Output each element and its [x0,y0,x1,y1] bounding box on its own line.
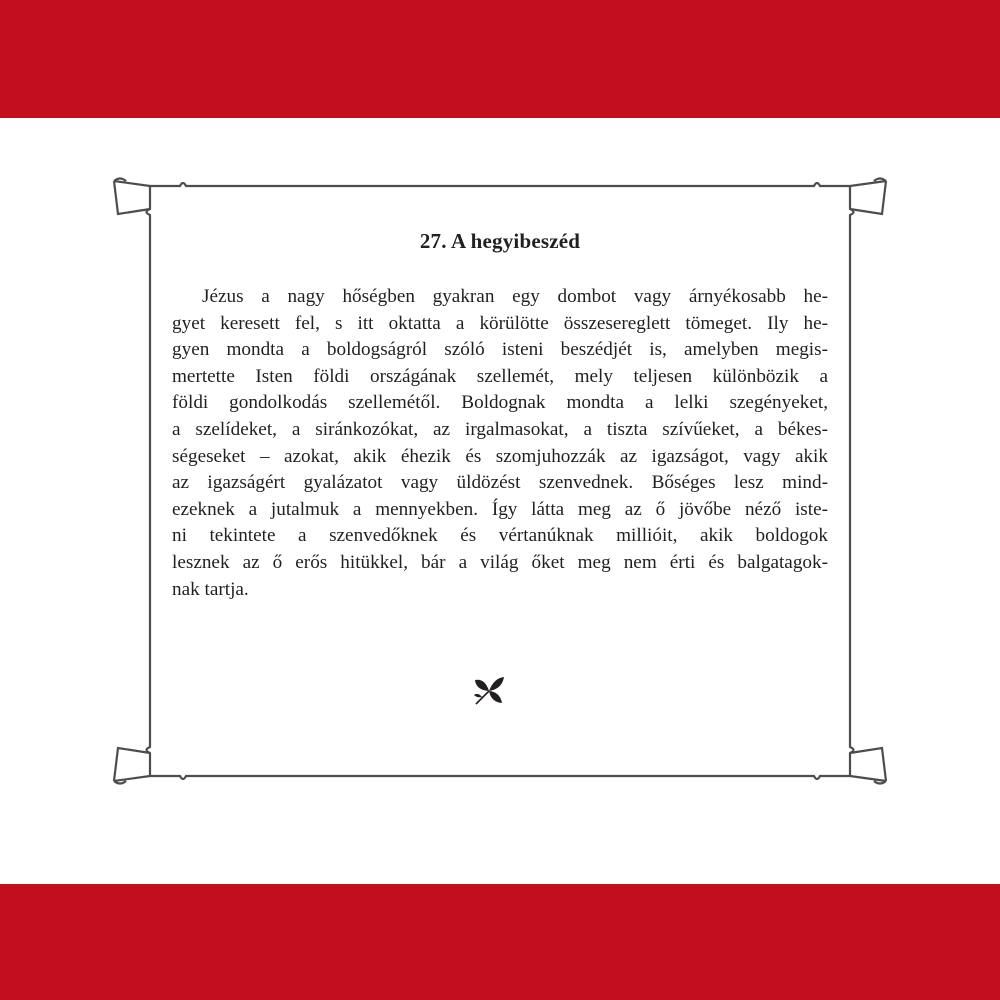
article-line: Jézus a nagy hőségben gyakran egy dombot vagy árnyékosabb he- [202,286,828,307]
leaf-sprig-icon [472,674,506,708]
article-line: nak tartja. [172,578,249,600]
frame-corner-tr [850,179,886,215]
article-line: földi gondolkodás szellemétől. Boldognak mondta a lelki szegényeket, [172,392,828,414]
frame-corner-br [850,748,886,784]
article-line: lesznek az ő erős hitükkel, bár a világ őket meg nem érti és balgatagok- [172,551,828,573]
frame-corner-tl [114,179,150,215]
article-line: a szelídeket, a siránkozókat, az irgalmasokat, a tiszta szívűeket, a békes- [172,418,828,440]
article-line: ségeseket – azokat, akik éhezik és szomjuhozzák az igazságot, vagy akik [172,445,828,467]
article-title: 27. A hegyibeszéd [419,229,581,253]
article-line: gyet keresett fel, s itt oktatta a körülötte összesereglett tömeget. Ily he- [172,312,828,334]
article-line: az igazságért gyalázatot vagy üldözést szenvednek. Bőséges lesz mind- [172,472,828,494]
frame-corner-bl [114,748,150,784]
article-line: gyen mondta a boldogságról szóló isteni beszédjét is, amelyben megis- [172,339,828,361]
article-body [172,284,828,603]
article-line: ni tekintete a szenvedőknek és vértanúknak millióit, akik boldogok [172,525,828,547]
article [172,226,828,603]
article-line: ezeknek a jutalmuk a mennyekben. Így látta meg az ő jövőbe néző iste- [172,498,828,520]
article-line: mertette Isten földi országának szellemét, mely teljesen különbözik a [172,365,828,387]
